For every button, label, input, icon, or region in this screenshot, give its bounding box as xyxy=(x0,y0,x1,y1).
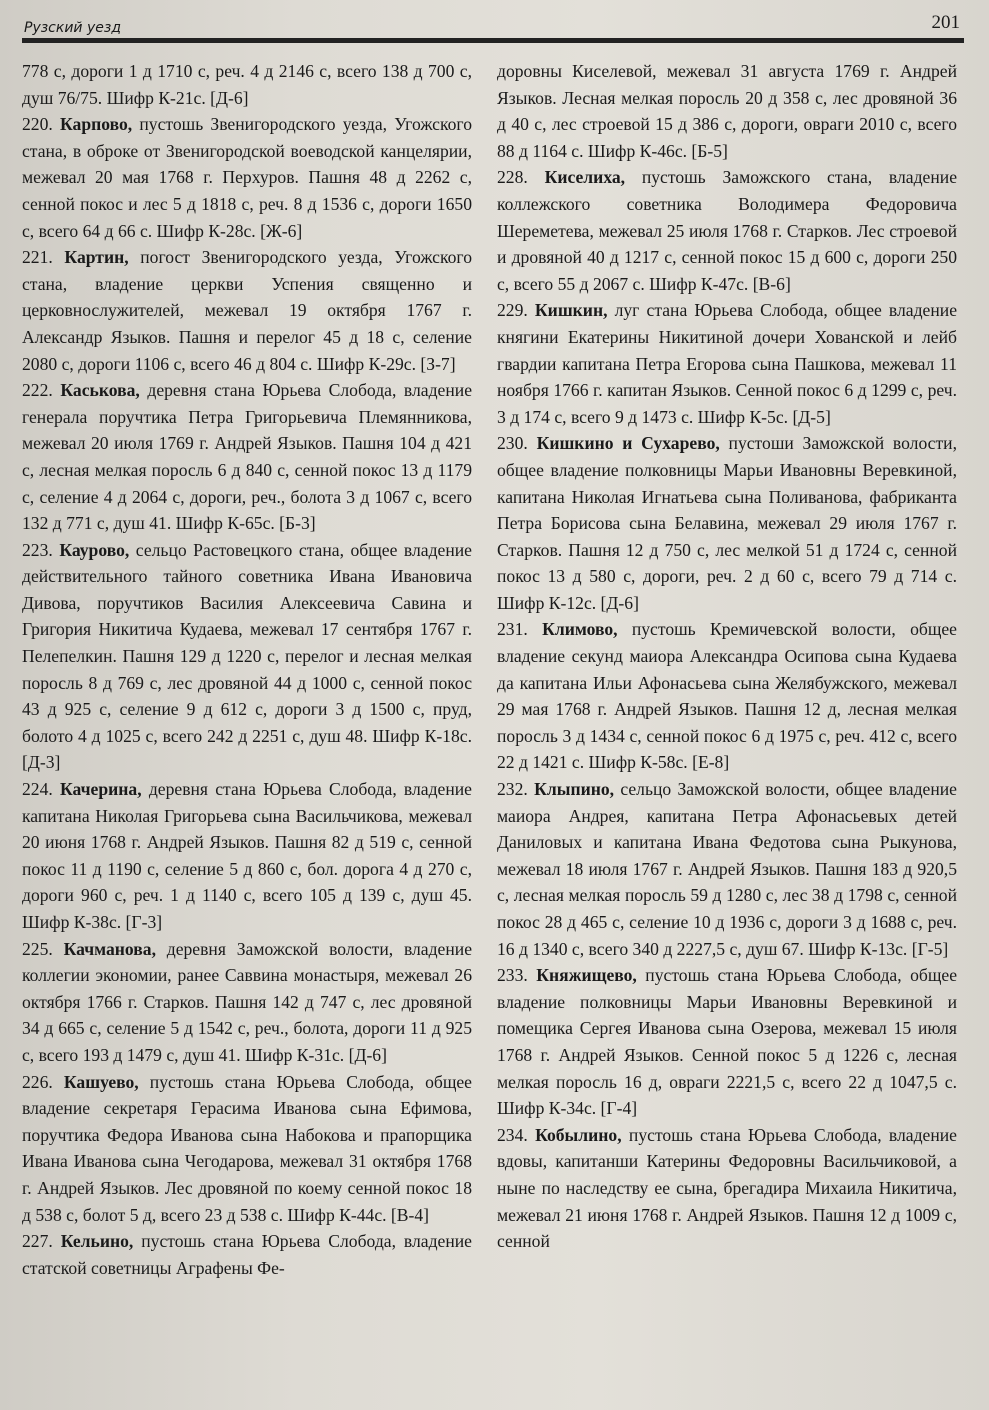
running-header xyxy=(22,8,964,43)
entry-name: Карпово, xyxy=(60,114,133,135)
entry-number: 222. xyxy=(22,380,53,401)
entry-name: Качманова, xyxy=(63,938,156,959)
entry-text: деревня Заможской волости, владение коллегии экономии, ранее Саввина монастыря, межевал 26 октября 1766 г. Старков. Пашня 142 д 747 с, лес дровяной 34 д 665 с, селение 5 д 1542 с, реч., болота, дороги 11 д 925 с, всего 193 д 1479 с, душ 41. Шифр К-31с. [Д-6] xyxy=(22,938,473,1065)
entry-text: пустошь Кремичевской волости, общее владение секунд маиора Александра Осипова сына Кудаева да капитана Ильи Афонасьева сына Желябужского, межевал 29 мая 1768 г. Андрей Языков. Пашня 12 д, лесная мелкая поросль 3 д 1434 с, сенной покос 6 д 1975 с, реч. 412 с, всего 22 д 1421 с. Шифр К-58с. [Е-8] xyxy=(497,619,957,773)
entry-text: пустошь Заможского стана, владение коллежского советника Володимера Федоровича Шереметева, межевал 25 июля 1768 г. Старков. Лес строевой и дровяной 40 д 1217 с, сенной покос 15 д 600 с, дороги 250 с, всего 55 д 2067 с. Шифр К-47с. [В-6] xyxy=(497,167,958,294)
entry-name: Качерина, xyxy=(60,779,142,800)
continued-text: доровны Киселевой, межевал 31 августа 1769 г. Андрей Языков. Лесная мелкая поросль 20 д 358 с, лес дровяной 36 д 40 с, лес строевой 15 д 386 с, дороги, овраги 2010 с, всего 88 д 1164 с. Шифр К-46с. [Б-5] xyxy=(497,61,957,161)
entry-text: пустошь стана Юрьева Слобода, общее владение секретаря Герасима Иванова сына Ефимова, поручтика Федора Иванова сына Набокова и прапорщика Ивана Иванова сына Чегодарова, межевал 31 октября 1768 г. Андрей Языков. Лес дровяной по коему сенной покос 18 д 538 с, болот 5 д, всего 23 д 538 с. Шифр К-44с. [В-4] xyxy=(22,1071,472,1225)
entry xyxy=(497,616,957,776)
entry xyxy=(22,1228,472,1281)
entry-name: Княжищево, xyxy=(536,965,637,986)
entry-number: 226. xyxy=(22,1071,53,1092)
entry-name: Кишкин, xyxy=(534,300,608,321)
entry-text: сельцо Заможской волости, общее владение маиора Андрея, капитана Петра Афонасьевых детей Даниловых и капитана Ивана Федотова сына Рыкунова, межевал 18 июля 1767 г. Андрей Языков. Пашня 183 д 920,5 с, лесная мелкая поросль 59 д 1280 с, лес 38 д 1798 с, сенной покос 28 д 465 с, селение 10 д 1936 с, дороги 3 д 1688 с, реч. 16 д 1340 с, всего 340 д 2227,5 с, душ 67. Шифр К-13с. [Г-5] xyxy=(497,779,957,959)
entry-number: 220. xyxy=(22,114,53,135)
continued-text: 778 с, дороги 1 д 1710 с, реч. 4 д 2146 с, всего 138 д 700 с, душ 76/75. Шифр К-21с. [Д-6] xyxy=(22,61,472,108)
entry-text: пустошь Звенигородского уезда, Угожского стана, в оброке от Звенигородской воеводской канцелярии, межевал 20 мая 1768 г. Перхуров. Пашня 48 д 2262 с, сенной покос и лес 5 д 1818 с, реч. 8 д 1536 с, дороги 1650 с, всего 64 д 66 с. Шифр К-28с. [Ж-6] xyxy=(22,114,472,241)
entry-text: пустошь стана Юрьева Слобода, владение вдовы, капитанши Катерины Федоровны Васильчиковой, а ныне по наследству ее сына, брегадира Михаила Никитича, межевал 21 июня 1768 г. Андрей Языков. Пашня 12 д 1009 с, сенной xyxy=(497,1124,957,1252)
entry xyxy=(22,936,472,1069)
entry-number: 229. xyxy=(497,300,528,321)
entry-name: Киселиха, xyxy=(544,167,626,188)
entry-number: 232. xyxy=(497,779,528,800)
page-number: 201 xyxy=(931,12,960,33)
right-column xyxy=(497,58,957,1255)
entry-number: 224. xyxy=(22,779,53,800)
entry-name: Каурово, xyxy=(59,539,130,560)
entry-number: 230. xyxy=(497,433,528,454)
entry-number: 233. xyxy=(497,965,528,986)
entry-text: погост Звенигородского уезда, Угожского стана, владение церкви Успения священно и церковнослужителей, межевал 19 октября 1767 г. Александр Языков. Пашня и перелог 45 д 18 с, селение 2080 с, дороги 1106 с, всего 46 д 804 с. Шифр К-29с. [З-7] xyxy=(22,247,472,374)
entry-number: 227. xyxy=(22,1231,53,1252)
entry-name: Кашуево, xyxy=(63,1071,139,1092)
entry xyxy=(497,430,957,616)
entry xyxy=(497,776,957,962)
entry xyxy=(497,1122,957,1255)
entry-number: 223. xyxy=(22,539,53,560)
entry-name: Кельино, xyxy=(60,1231,134,1252)
entry-number: 225. xyxy=(22,938,53,959)
entry-text: деревня стана Юрьева Слобода, владение генерала поручтика Петра Григорьевича Племянникова, межевал 20 июля 1769 г. Андрей Языков. Пашня 104 д 421 с, лесная мелкая поросль 6 д 840 с, сенной покос 13 д 1179 с, селение 4 д 2064 с, дороги, реч., болота 3 д 1067 с, всего 132 д 771 с, душ 41. Шифр К-65с. [Б-3] xyxy=(22,380,473,534)
entry xyxy=(497,164,957,297)
entry-text: луг стана Юрьева Слобода, общее владение княгини Екатерины Никитиной дочери Хованской и лейб гвардии капитана Петра Егорова сына Пашкова, межевал 11 ноября 1766 г. капитан Языков. Сенной покос 6 д 1299 с, реч. 3 д 174 с, всего 9 д 1473 с. Шифр К-5с. [Д-5] xyxy=(497,300,957,427)
entry-number: 221. xyxy=(22,247,53,268)
entry xyxy=(22,776,472,936)
entry-text: пустошь стана Юрьева Слобода, общее владение полковницы Марьи Ивановны Веревкиной и помещика Сергея Иванова сына Озерова, межевал 15 июля 1768 г. Андрей Языков. Сенной покос 5 д 1226 с, лесная мелкая поросль 16 д, овраги 2221,5 с, всего 22 д 1047,5 с. Шифр К-34с. [Г-4] xyxy=(497,965,957,1119)
entry-name: Климово, xyxy=(542,619,618,640)
entry xyxy=(22,111,472,244)
right-entries xyxy=(497,164,957,1254)
entry xyxy=(22,244,472,377)
entry-name: Кишкино и Сухарево, xyxy=(536,433,720,454)
left-column xyxy=(22,58,472,1281)
entry-text: сельцо Растовецкого стана, общее владение действительного тайного советника Ивана Ивановича Дивова, поручтиков Василия Алексеевича Савина и Григория Никитича Кудаева, межевал 17 сентября 1767 г. Пелепелкин. Пашня 129 д 1220 с, перелог и лесная мелкая поросль 8 д 769 с, лес дровяной 44 д 1000 с, сенной покос 43 д 925 с, селение 9 д 612 с, дороги 3 д 1500 с, пруд, болото 4 д 1025 с, всего 242 д 2251 с, душ 48. Шифр К-18с. [Д-3] xyxy=(22,539,472,773)
entry-number: 231. xyxy=(497,619,528,640)
entry-number: 228. xyxy=(497,167,528,188)
entry xyxy=(22,377,472,537)
entry-name: Клыпино, xyxy=(534,779,615,800)
entry xyxy=(497,962,957,1122)
entry-text: пустоши Заможской волости, общее владение полковницы Марьи Ивановны Веревкиной, капитана Николая Игнатьева сына Поливанова, фабриканта Петра Борисова сына Белавина, межевал 29 июля 1767 г. Старков. Пашня 12 д 750 с, лес мелкой 51 д 1724 с, сенной покос 13 д 580 с, дороги, реч. 2 д 60 с, всего 79 д 714 с. Шифр К-12с. [Д-6] xyxy=(497,433,957,613)
entry-name: Картин, xyxy=(64,247,129,268)
entry-number: 234. xyxy=(497,1124,528,1145)
entry xyxy=(22,537,472,776)
left-entries xyxy=(22,111,472,1281)
entry-text: деревня стана Юрьева Слобода, владение капитана Николая Григорьева сына Васильчикова, межевал 20 июня 1768 г. Андрей Языков. Пашня 82 д 519 с, сенной покос 11 д 1190 с, селение 5 д 860 с, бол. дорога 4 д 270 с, дороги 960 с, реч. 1 д 1140 с, всего 105 д 139 с, душ 45. Шифр К-38с. [Г-3] xyxy=(22,779,472,932)
entry xyxy=(497,297,957,430)
header-title: Рузский уезд xyxy=(24,20,121,36)
entry-text: пустошь стана Юрьева Слобода, владение статской советницы Аграфены Фе- xyxy=(22,1231,472,1278)
entry-name: Кобылино, xyxy=(535,1124,622,1145)
entry-name: Каськова, xyxy=(60,380,140,401)
entry xyxy=(22,1069,472,1229)
